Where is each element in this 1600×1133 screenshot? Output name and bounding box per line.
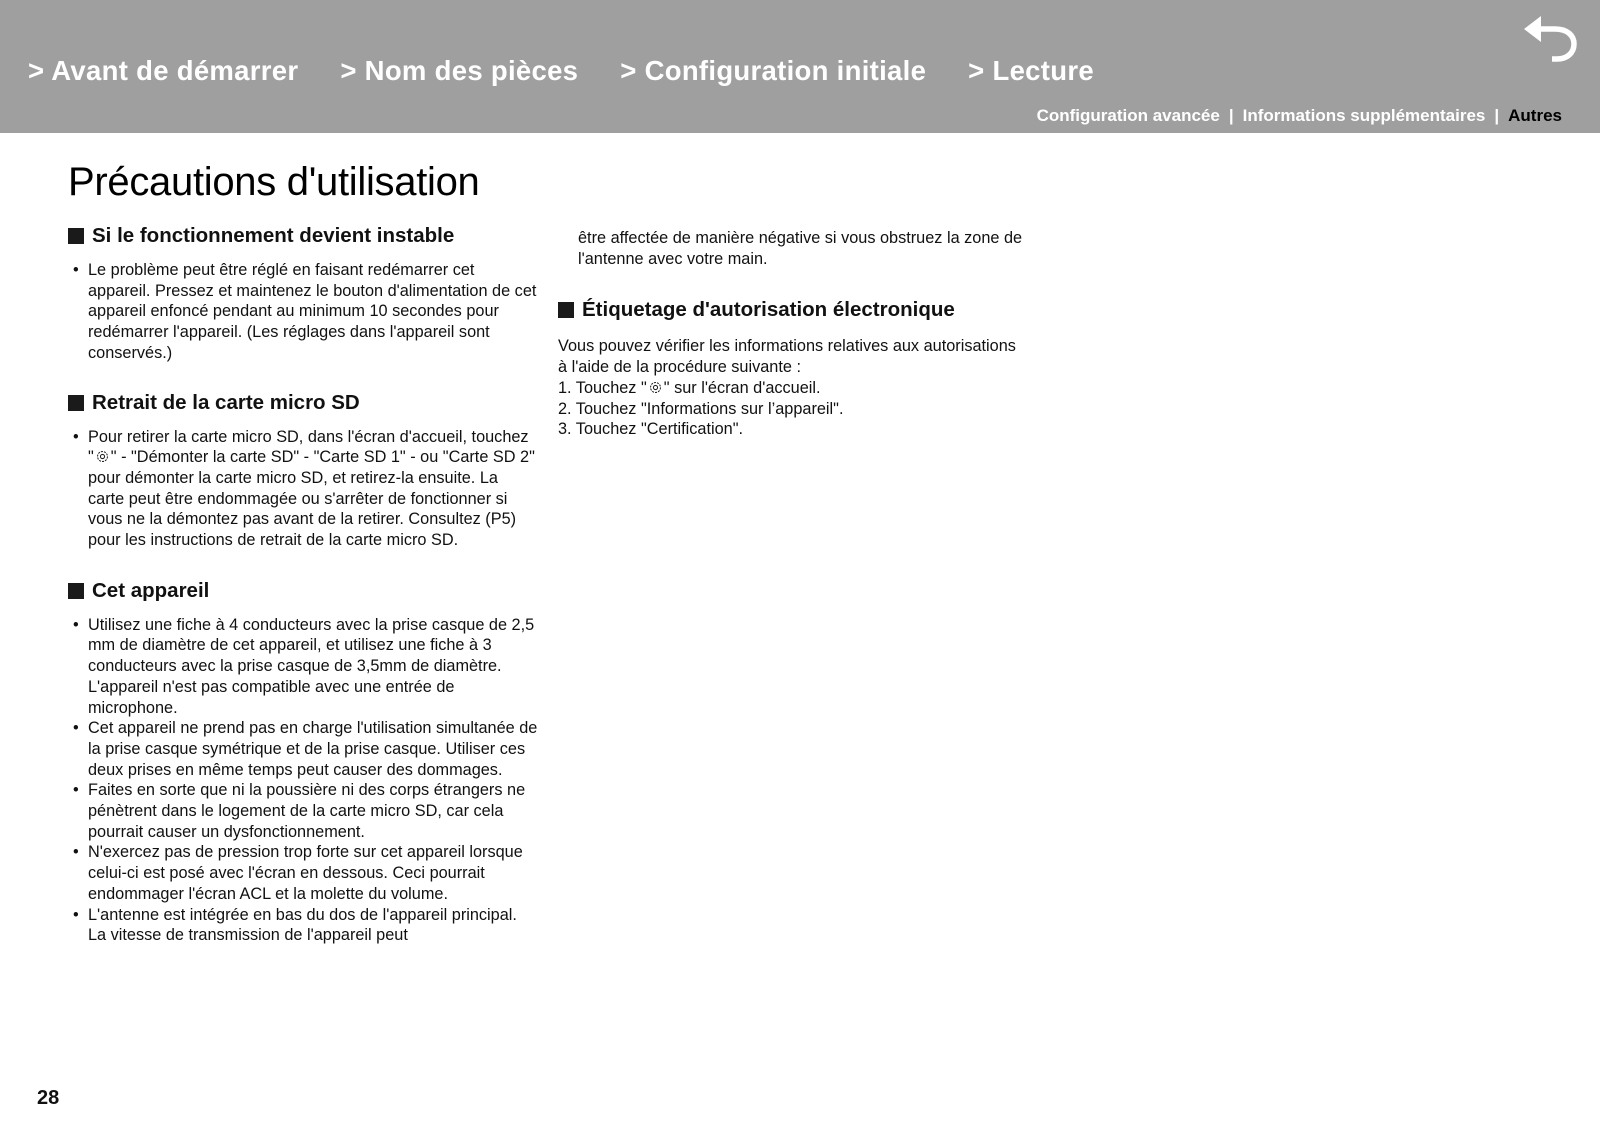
section-heading-text: Retrait de la carte micro SD [92,390,360,414]
bullet-list-instable [68,260,538,364]
text-segment: " - "Démonter la carte SD" - "Carte SD 1" - ou "Carte SD 2" pour démonter la carte micro SD, et retirez-la ensuite. La carte peut être endommagée ou s'arrêter de fonctionner si vous ne la démontez pas avant de la retirer. Consultez (P5) pour les instructions de retrait de la carte micro SD. [88,448,535,550]
black-square-icon [68,228,84,244]
top-navigation-bar [0,0,1600,133]
right-column [558,228,1023,440]
list-item: • N'exercez pas de pression trop forte sur cet appareil lorsque celui-ci est posé avec l'écran en dessous. Ceci pourrait endommager l'écran ACL et la molette du volume. [68,842,538,904]
section-heading-appareil [68,579,538,603]
nav-link-lecture[interactable]: > Lecture [968,55,1094,86]
step-1 [558,378,1019,399]
section-heading-instable [68,224,538,248]
nav-link-avant-de-demarrer[interactable]: > Avant de démarrer [28,55,299,86]
black-square-icon [68,583,84,599]
intro-text: Vous pouvez vérifier les informations relatives aux autorisations à l'aide de la procédure suivante : [558,337,1016,377]
subnav-separator: | [1228,106,1234,125]
section-heading-etiquetage [558,298,1019,322]
list-item [68,427,538,551]
subnav-link-informations-supplementaires[interactable]: Informations supplémentaires [1242,106,1486,125]
black-square-icon [68,395,84,411]
text-segment: 1. Touchez " [558,378,647,397]
etiquetage-body [558,336,1019,440]
sub-nav [1037,106,1562,126]
bullet-list-appareil [68,615,538,946]
continuation-text: être affectée de manière négative si vous obstruez la zone de l'antenne avec votre main. [578,229,1023,268]
main-nav [28,55,1136,87]
step-3: 3. Touchez "Certification". [558,420,744,439]
list-item: • Le problème peut être réglé en faisant redémarrer cet appareil. Pressez et maintenez le bouton d'alimentation de cet appareil enfoncé pendant au minimum 10 secondes pour redémarrer l'appareil. (Les réglages dans l'appareil sont conservés.) [68,260,538,364]
list-item: • Faites en sorte que ni la poussière ni des corps étrangers ne pénètrent dans le logement de la carte micro SD, car cela pourrait causer un dysfonctionnement. [68,780,538,842]
subnav-separator: | [1494,106,1500,125]
text-segment: Pour retirer la carte micro SD, dans l'écran d'accueil, touchez " [88,427,529,467]
list-item: • L'antenne est intégrée en bas du dos de l'appareil principal. La vitesse de transmission de l'appareil peut [68,905,538,946]
gear-icon [95,449,110,464]
section-heading-text: Étiquetage d'autorisation électronique [582,298,955,322]
subnav-link-autres[interactable]: Autres [1508,106,1562,125]
left-column [68,224,538,946]
gear-icon [648,380,663,395]
subnav-link-configuration-avancee[interactable]: Configuration avancée [1036,106,1220,125]
text-segment: " sur l'écran d'accueil. [663,378,821,397]
step-2: 2. Touchez "Informations sur l’appareil". [558,399,844,418]
bullet-list-retrait [68,427,538,551]
list-item: • Cet appareil ne prend pas en charge l'utilisation simultanée de la prise casque symétrique et de la prise casque. Utiliser ces deux prises en même temps peut causer des dommages. [68,718,538,780]
section-heading-text: Si le fonctionnement devient instable [92,224,455,247]
nav-link-nom-des-pieces[interactable]: > Nom des pièces [340,55,579,86]
section-heading-text: Cet appareil [92,578,210,602]
section-heading-retrait [68,391,538,415]
nav-link-configuration-initiale[interactable]: > Configuration initiale [620,55,927,86]
page-number: 28 [37,1087,60,1109]
page-title: Précautions d'utilisation [68,160,480,204]
black-square-icon [558,302,574,318]
return-arrow-icon[interactable] [1524,14,1580,64]
list-item: • Utilisez une fiche à 4 conducteurs avec la prise casque de 2,5 mm de diamètre de cet appareil, et utilisez une fiche à 3 conducteurs avec la prise casque de 3,5mm de diamètre. L'appareil n'est pas compatible avec une entrée de microphone. [68,615,538,719]
